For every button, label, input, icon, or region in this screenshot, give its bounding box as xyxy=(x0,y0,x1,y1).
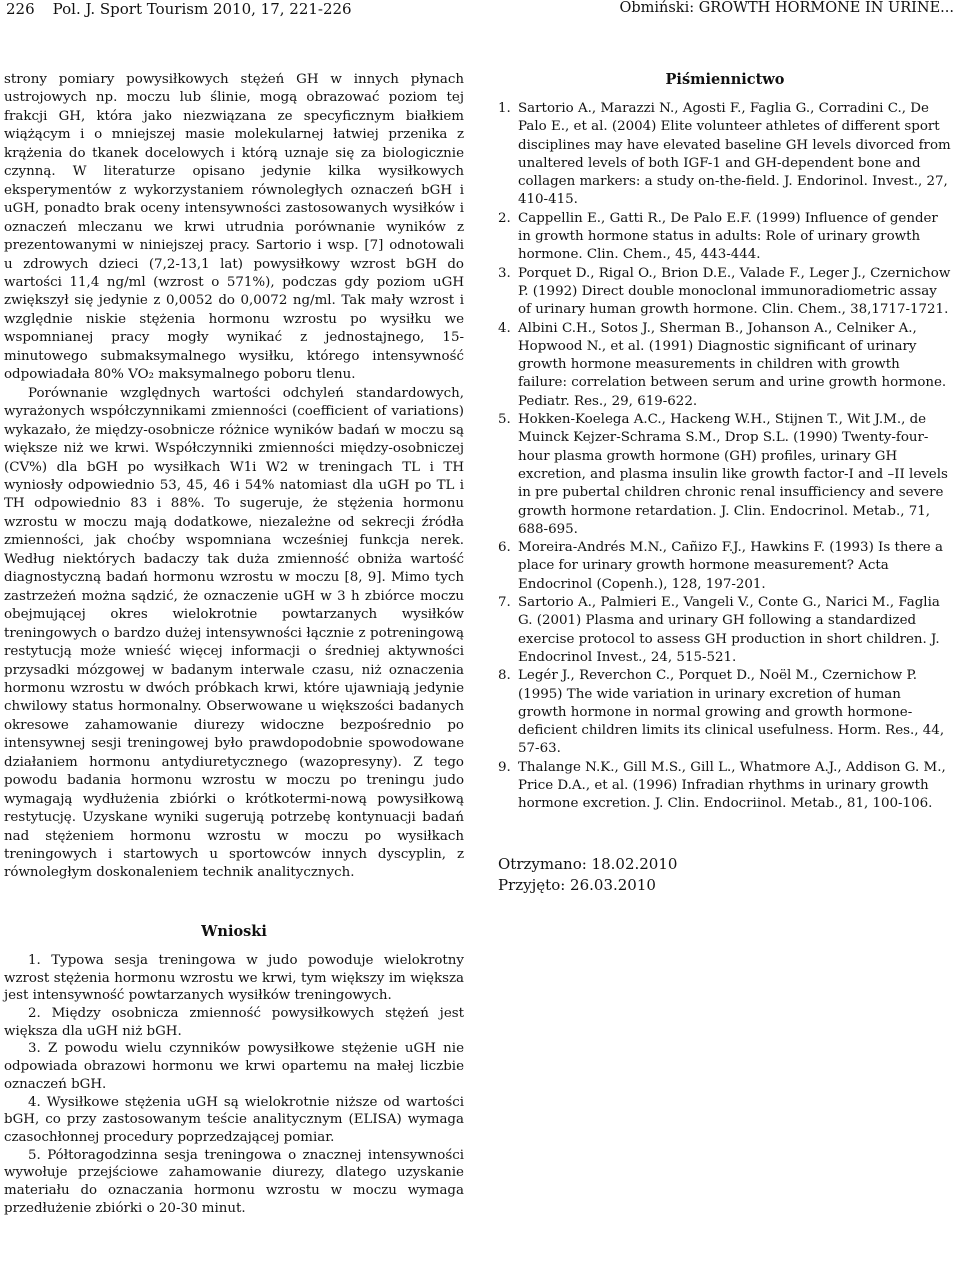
reference-number: 4. xyxy=(498,320,511,336)
reference-number: 9. xyxy=(498,759,511,775)
paragraph: strony pomiary powysiłkowych stężeń GH w innych płynach ustrojowych np. moczu lub ślinie, mogą obrazować poziom tej frakcji GH, która jako niezwiązana ze specyficznym białkiem wiążącym i o mniejszej masie molekularnej łatwiej przenika z krążenia do tkanek docelowych i którą uznaje się za biologicznie czynną. W literaturze opisano jedynie kilka wysiłkowych eksperymentów z wykorzystaniem równoległych oznaczeń bGH i uGH, ponadto brak oceny intensywności zastosowanych wysiłków i oznaczeń mleczanu we krwi utrudnia porównanie wyników z prezentowanymi w niniejszej pracy. Sartorio i wsp. [7] odnotowali u zdrowych dzieci (7,2-13,1 lat) powysiłkowy wzrost bGH do wartości 11,4 ng/ml (wzrost o 571%), podczas gdy poziom uGH zwiększył się jedynie z 0,0052 do 0,0072 ng/ml. Tak mały wzrost i względnie niskie stężenia hormonu wzrostu po wysiłku we wspomnianej pracy mogły wynikać z jednostajnego, 15-minutowego submaksymalnego wysiłku, którego intensywność odpowiadała 80% VO₂ maksymalnego poboru tlenu. xyxy=(4,72,464,383)
conclusion-item: 2. Między osobnicza zmienność powysiłkowych stężeń jest większa dla uGH niż bGH. xyxy=(4,1006,464,1039)
reference-text: Legér J., Reverchon C., Porquet D., Noël M., Czernichow P. (1995) The wide variation in urinary excretion of human growth hormone in normal growing and growth hormone-deficient children limits its clinical usefulness. Horm. Res., 44, 57-63. xyxy=(518,668,945,757)
reference-text: Cappellin E., Gatti R., De Palo E.F. (1999) Influence of gender in growth hormone status in adults: Role of urinary growth hormone. Clin. Chem., 45, 443-444. xyxy=(518,210,938,263)
right-column xyxy=(498,71,952,896)
reference-text: Hokken-Koelega A.C., Hackeng W.H., Stijnen T., Wit J.M., de Muinck Kejzer-Schrama S.M., Drop S.L. (1990) Twenty-four-hour plasma growth hormone (GH) profiles, urinary GH excretion, and plasma insulin like growth factor-I and –II levels in pre pubertal children chronic renal insufficiency and severe growth hormone retardation. J. Clin. Endocrinol. Metab., 71, 688-695. xyxy=(518,412,948,537)
reference-text: Sartorio A., Marazzi N., Agosti F., Faglia G., Corradini C., De Palo E., et al. (2004) Elite volunteer athletes of different sport disciplines may have elevated baseline GH levels divorced from unaltered levels of both IGF-1 and GH-dependent bone and collagen markers: a study on-the-field. J. Endorinol. Invest., 27, 410-415. xyxy=(518,101,951,208)
reference-number: 8. xyxy=(498,668,511,684)
reference-item xyxy=(498,539,952,594)
conclusions-title: Wnioski xyxy=(201,922,267,940)
reference-number: 7. xyxy=(498,595,511,611)
conclusion-item: 1. Typowa sesja treningowa w judo powoduje wielokrotny wzrost stężenia hormonu wzrostu we krwi, tym większy im większa jest intensywność powtarzanych wysiłków treningowych. xyxy=(4,952,464,1004)
reference-number: 1. xyxy=(498,101,511,116)
reference-text: Albini C.H., Sotos J., Sherman B., Johanson A., Celniker A., Hopwood N., et al. (1991) Diagnostic significant of urinary growth hormone measurements in children with growth failure: correlation between serum and urine growth hormone. Pediatr. Res., 29, 619-622. xyxy=(518,320,947,409)
received-date: Otrzymano: 18.02.2010 xyxy=(498,854,678,873)
reference-number: 2. xyxy=(498,210,511,226)
page-number: 226 xyxy=(6,0,35,18)
conclusion-item: 5. Półtoragodzinna sesja treningowa o znacznej intensywności wywołuje przejściowe zahamowanie diurezy, dlatego uzyskanie materiału do oznaczania hormonu wzrostu w moczu wymaga przedłużenie zbiórki o 20-30 minut. xyxy=(4,1147,464,1216)
left-column xyxy=(4,71,464,1217)
reference-item xyxy=(498,759,952,814)
references-list xyxy=(498,100,952,814)
paragraph: Porównanie względnych wartości odchyleń standardowych, wyrażonych współczynnikami zmienności (coefficient of variations) wykazało, że między-osobnicze różnice wyników badań w moczu są większe niż we krwi. Współczynniki zmienności między-osobniczej (CV%) dla bGH po wysiłkach W1i W2 w treningach TL i TH wyniosły odpowiednio 53, 45, 46 i 54% natomiast dla uGH po TL i TH odpowiednio 83 i 88%. To sugeruje, że stężenia hormonu wzrostu w moczu mają dodatkowe, niezależne od sekrecji źródła zmienności, jak choćby wspomniana wcześniej funkcja nerek. Według niektórych badaczy tak duża zmienność obniża wartość diagnostyczną badań hormonu wzrostu w moczu [8, 9]. Mimo tych zastrzeżeń można sądzić, że oznaczenie uGH w 3 h zbiórce moczu obejmującej okres wielokrotnie powtarzanych wysiłków treningowych o bardzo dużej intensywności łącznie z potreningową restytucją może wnieść więcej informacji o średniej aktywności przysadki mózgowej w badanym interwale czasu, niż oznaczenia hormonu wzrostu w dwóch próbkach krwi, które ujawniają jedynie chwilowy status hormonalny. Obserwowane u większości badanych okresowe zahamowanie diurezy widoczne bezpośrednio po intensywnej sesji treningowej było prawdopodobnie spowodowane działaniem hormonu antydiuretycznego (wazopresyny). Z tego powodu badania hormonu wzrostu w moczu po treningu judo wymagają wydłużenia zbiórki o krótkotermi-nową powysiłkową restytucję. Uzyskane wyniki sugerują potrzebę kontynuacji badań nad stężeniem hormonu wzrostu w moczu po wysiłkach treningowych i startowych u sportowców innych dyscyplin, z równoległym doskonaleniem technik analitycznych. xyxy=(4,385,464,881)
reference-number: 6. xyxy=(498,540,511,556)
header-left xyxy=(6,0,370,18)
reference-item xyxy=(498,210,952,265)
reference-item xyxy=(498,667,952,758)
conclusion-item: 4. Wysiłkowe stężenia uGH są wielokrotnie niższe od wartości bGH, co przy zastosowanym teście analitycznym (ELISA) wymaga czasochłonnej procedury poprzedzającej pomiar. xyxy=(4,1094,464,1145)
discussion-text xyxy=(4,71,464,883)
article-dates xyxy=(498,854,952,896)
reference-item xyxy=(498,320,952,411)
reference-item xyxy=(498,411,952,539)
reference-text: Sartorio A., Palmieri E., Vangeli V., Conte G., Narici M., Faglia G. (2001) Plasma and urinary GH following a standardized exercise protocol to assess GH production in short children. J. Endocrinol Invest., 24, 515-521. xyxy=(518,595,940,665)
reference-number: 3. xyxy=(498,265,511,281)
reference-item xyxy=(498,594,952,667)
reference-text: Thalange N.K., Gill M.S., Gill L., Whatmore A.J., Addison G. M., Price D.A., et al. (1996) Infradian rhythms in urinary growth hormone excretion. J. Clin. Endocriinol. Metab., 81, 100-106. xyxy=(518,759,946,812)
page-header xyxy=(0,0,960,30)
reference-text: Porquet D., Rigal O., Brion D.E., Valade F., Leger J., Czernichow P. (1992) Direct double monoclonal immunoradiometric assay of urinary human growth hormone. Clin. Chem., 38,1717-1721. xyxy=(518,265,951,318)
accepted-date: Przyjęto: 26.03.2010 xyxy=(498,875,656,894)
reference-number: 5. xyxy=(498,412,511,428)
reference-text: Moreira-Andrés M.N., Cañizo F.J., Hawkins F. (1993) Is there a place for urinary growth hormone measurement? Acta Endocrinol (Copenh.), 128, 197-201. xyxy=(518,540,943,592)
reference-item xyxy=(498,265,952,320)
conclusion-item: 3. Z powodu wielu czynników powysiłkowe stężenie uGH nie odpowiada obrazowi hormonu we krwi opartemu na małej liczbie oznaczeń bGH. xyxy=(4,1041,464,1092)
running-title: Obmiński: GROWTH HORMONE IN URINE... xyxy=(619,0,954,16)
reference-item xyxy=(498,100,952,210)
conclusions-list xyxy=(4,952,464,1218)
journal-citation: Pol. J. Sport Tourism 2010, 17, 221-226 xyxy=(52,0,352,18)
references-title: Piśmiennictwo xyxy=(665,71,785,88)
